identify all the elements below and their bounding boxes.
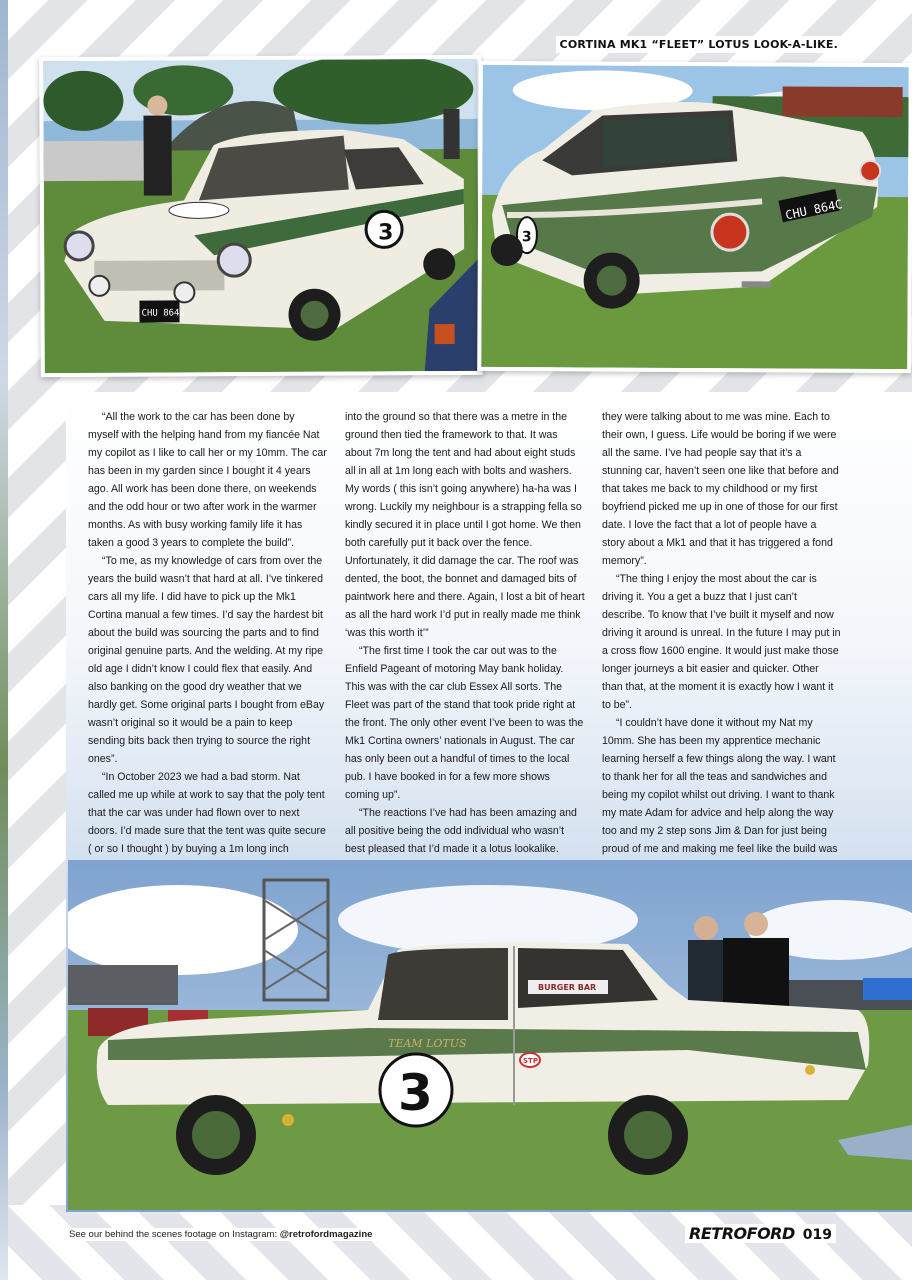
photo-cortina-rear [477, 61, 912, 373]
instagram-note [66, 1228, 375, 1241]
page-number: 019 [802, 1227, 832, 1243]
side-race-number: 3 [398, 1064, 433, 1122]
paragraph: “In October 2023 we had a bad storm. Nat called me up while at work to say that the poly tent that the car was under had flown over to next doors. I’d made sure that the tent was quite secure ( or so I thought ) by buying a 1m long inch [88, 771, 326, 855]
article-column-1 [88, 408, 328, 876]
paragraph-final [602, 714, 842, 876]
photo-cortina-side-illustration [68, 860, 912, 1210]
paragraph: “To me, as my knowledge of cars from over the years the build wasn’t that hard at all. I’ve tinkered cars all my life. I did have to pick up the Mk1 Cortina manual a few times. I’d say the hardest bit about the build was sourcing the parts and to find original genuine parts. And the welding. At my ripe old age I didn’t know I could flex that easily. And also banking on the good dry weather that we hardly get. Some original parts I bought from eBay wasn’t original so it would be a pain to keep sending bits back then trying to source the right ones”. [88, 555, 325, 765]
paragraph: “The first time I took the car out was to the Enfield Pageant of motoring May bank holiday. This was with the car club Essex All sorts. The Fleet was part of the stand that took pride right at the front. The only other event I’ve been to was the Mk1 Cortina owners’ nationals in August. The car has only been out a handful of times to the local pub. I have booked in for a few more shows coming up”. [345, 645, 584, 801]
photo-cortina-side [68, 860, 912, 1210]
section-title: CORTINA MK1 “FLEET” LOTUS LOOK-A-LIKE. [556, 36, 842, 53]
paragraph: “All the work to the car has been done by myself with the helping hand from my fiancée Nat my copilot as I like to call her or my 10mm. The car has been in my garden since I bought it 4 years ago. All work has been done there, on weekends and the odd hour or two after work in the warmer months. As with busy working family life it has taken a good 3 years to complete the build”. [88, 411, 327, 549]
stp-sticker-text: STP [523, 1057, 538, 1065]
rear-plate-text: CHU 864C [784, 196, 844, 223]
door-script-text: TEAM LOTUS [388, 1037, 467, 1050]
paragraph: “The reactions I’ve had has been amazing and all positive being the odd individual who wasn’t best pleased that I’d made it a lotus lookalike. [345, 807, 577, 855]
paragraph: into the ground so that there was a metre in the ground then tied the framework to that. It was about 7m long the tent and had about eight studs all in all at 1m long each with bolts and washers. My words ( this isn’t going anywhere) ha-ha was I wrong. Luckily my neighbour is a strapping fella so kindly secured it in place until I got home. We then both carefully put it back over the fence. Unfortunately, it did damage the car. The roof was dented, the boot, the bonnet and damaged bits of paintwork here and there. Again, I lost a bit of heart as all the hard work I’d put in really made me think ‘was this worth it’” [345, 411, 585, 639]
photo-cortina-front-illustration [43, 59, 479, 373]
burger-bar-sign: BURGER BAR [538, 983, 597, 992]
magazine-brand: RETROFORD [689, 1224, 795, 1243]
rear-door-number: 3 [521, 229, 532, 246]
instagram-note-text: See our behind the scenes footage on Instagram: [69, 1229, 280, 1240]
instagram-handle[interactable]: @retrofordmagazine [279, 1229, 373, 1240]
folio [685, 1224, 836, 1243]
photo-cortina-rear-illustration [481, 65, 909, 369]
paragraph: “The thing I enjoy the most about the car is driving it. You a get a buzz that I just can’t describe. To know that I’ve built it myself and now driving it around is unreal. In the future I may put in a cross flow 1600 engine. It would just make those longer journeys a bit easier and quicker. Other than that, at the moment it is exactly how I want it to be”. [602, 573, 841, 711]
svg-text:3: 3 [378, 220, 394, 246]
paragraph-final-text: “I couldn’t have done it without my Nat my 10mm. She has been my apprentice mechanic learning herself a few things along the way. I want to thank her for all the teas and sandwiches and being my copilot whilst out driving. I want to thank my mate Adam for advice and help along the way too and my 2 step sons Jim & Dan for just being proud of me and making me feel like the build was [602, 717, 838, 855]
paragraph: they were talking about to me was mine. Each to their own, I guess. Life would be boring if we were all the same. I’ve had people say that it’s a stunning car, haven’t seen one like that before and that takes me back to my childhood or my first boyfriend picked me up in one of those for our first date. I love the fact that a lot of people have a story about a Mk1 and that it has triggered a fond memory”. [602, 411, 839, 567]
article-column-3 [602, 408, 842, 876]
front-plate-text: CHU 864C [141, 308, 185, 319]
photo-cortina-front [39, 55, 483, 377]
article-column-2 [345, 408, 585, 894]
left-edge-photo-strip [0, 0, 8, 1280]
